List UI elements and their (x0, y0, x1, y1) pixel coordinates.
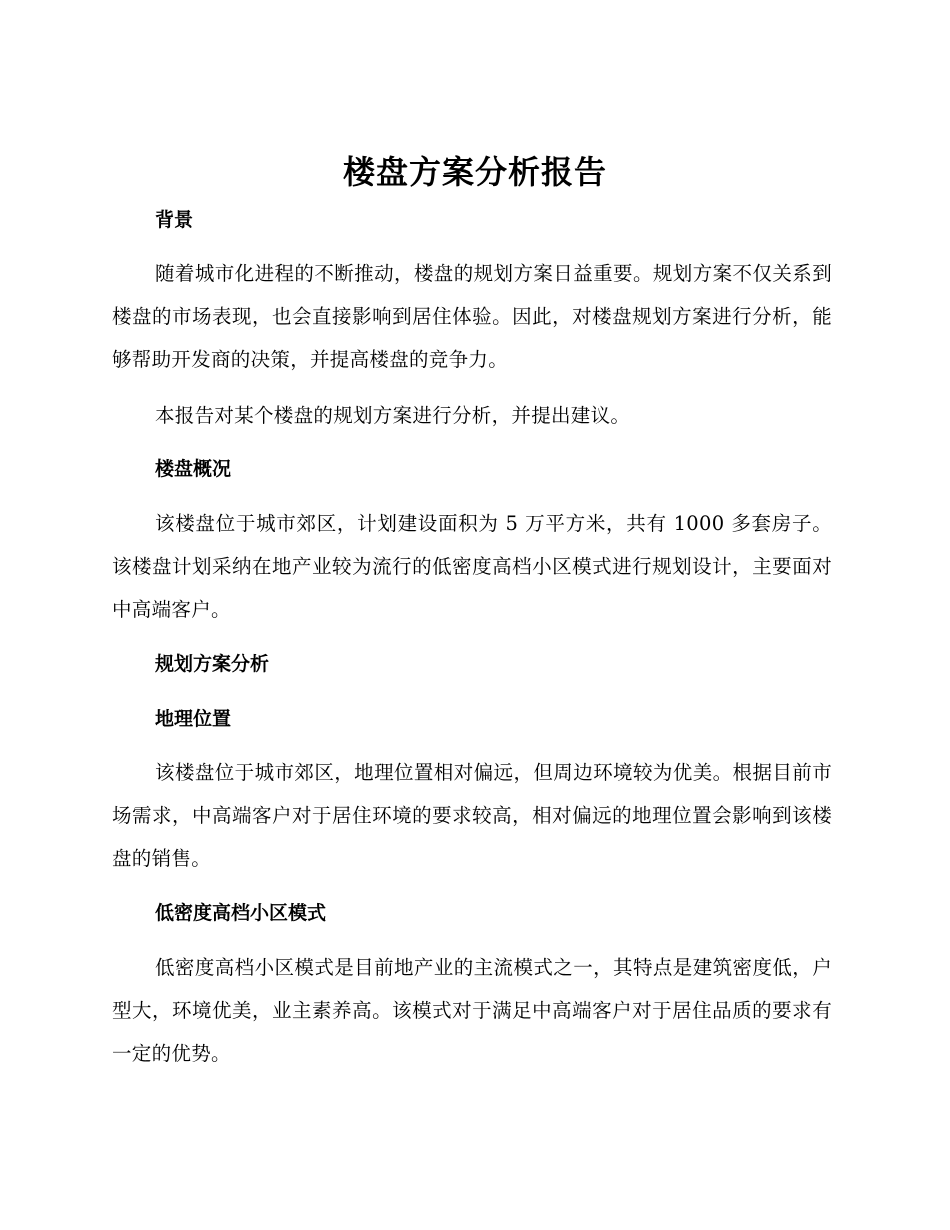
paragraph-background-1: 随着城市化进程的不断推动，楼盘的规划方案日益重要。规划方案不仅关系到楼盘的市场表现，也会直接影响到居住体验。因此，对楼盘规划方案进行分析，能够帮助开发商的决策，并提高楼盘的竞争力。 (112, 262, 832, 371)
document-title: 楼盘方案分析报告 (342, 153, 607, 191)
section-heading-location: 地理位置 (155, 708, 232, 730)
paragraph-location: 该楼盘位于城市郊区，地理位置相对偏远，但周边环境较为优美。根据目前市场需求，中高端客户对于居住环境的要求较高，相对偏远的地理位置会影响到该楼盘的销售。 (112, 761, 832, 870)
paragraph-overview: 该楼盘位于城市郊区，计划建设面积为 5 万平方米，共有 1000 多套房子。该楼盘计划采纳在地产业较为流行的低密度高档小区模式进行规划设计，主要面对中高端客户。 (112, 512, 832, 621)
section-heading-plan-analysis: 规划方案分析 (155, 653, 270, 675)
section-heading-background: 背景 (155, 209, 194, 231)
paragraph-low-density-mode: 低密度高档小区模式是目前地产业的主流模式之一，其特点是建筑密度低，户型大，环境优美，业主素养高。该模式对于满足中高端客户对于居住品质的要求有一定的优势。 (112, 956, 832, 1065)
section-heading-overview: 楼盘概况 (155, 458, 232, 480)
paragraph-background-2: 本报告对某个楼盘的规划方案进行分析，并提出建议。 (155, 404, 631, 427)
section-heading-low-density-mode: 低密度高档小区模式 (155, 902, 327, 924)
